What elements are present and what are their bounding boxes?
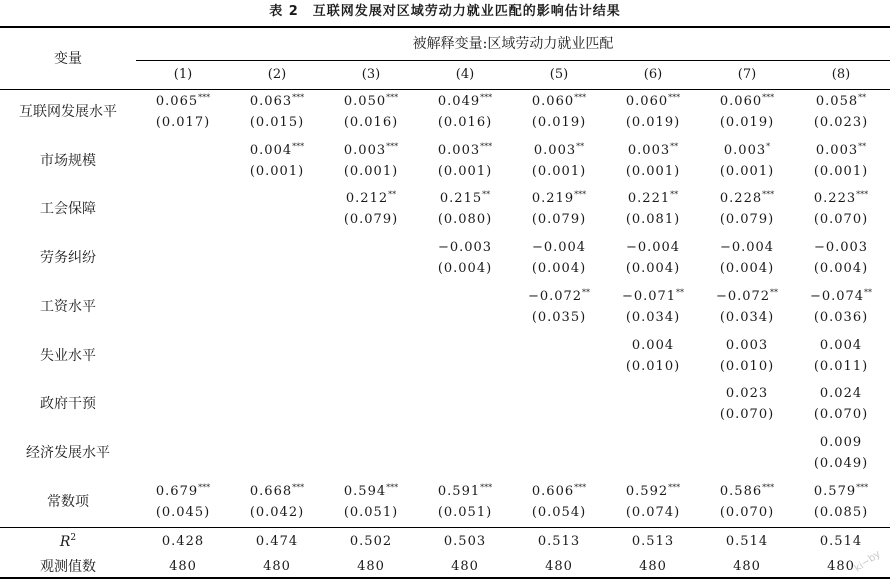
coefficient bbox=[700, 482, 794, 502]
row-label: 常数项 bbox=[47, 493, 89, 510]
coefficient bbox=[700, 141, 794, 161]
coefficient bbox=[794, 482, 888, 502]
standard-error: (0.001) bbox=[719, 163, 775, 179]
coefficient bbox=[230, 482, 324, 502]
coefficient bbox=[324, 92, 418, 112]
significance-stars: *** bbox=[480, 141, 493, 151]
coefficient-value: 0.606 bbox=[531, 483, 575, 499]
coefficient bbox=[230, 141, 324, 161]
coefficient-value: 0.050 bbox=[343, 94, 387, 109]
stat-value: 0.428 bbox=[161, 534, 205, 549]
coefficient bbox=[794, 336, 888, 356]
coefficient-value: −0.074 bbox=[809, 288, 865, 304]
standard-error: (0.070) bbox=[719, 504, 775, 520]
coefficient-value: 0.003 bbox=[815, 142, 859, 158]
significance-stars: *** bbox=[856, 482, 869, 492]
stat-value: 0.503 bbox=[443, 534, 487, 549]
standard-error: (0.001) bbox=[343, 163, 399, 179]
coefficient-value: 0.063 bbox=[249, 94, 293, 109]
stat-label-text: R bbox=[59, 534, 71, 550]
row-label: 经济发展水平 bbox=[26, 444, 110, 461]
standard-error: (0.074) bbox=[625, 504, 681, 520]
coefficient-value: 0.668 bbox=[249, 483, 293, 499]
stat-label-superscript: 2 bbox=[70, 533, 77, 543]
coefficient bbox=[418, 238, 512, 258]
significance-stars: *** bbox=[762, 190, 775, 200]
coefficient bbox=[794, 189, 888, 209]
standard-error: (0.054) bbox=[531, 504, 587, 520]
significance-stars: ** bbox=[482, 190, 491, 200]
significance-stars: *** bbox=[762, 93, 775, 102]
significance-stars: ** bbox=[576, 141, 585, 151]
significance-stars: *** bbox=[574, 93, 587, 102]
standard-error: (0.019) bbox=[625, 115, 681, 130]
row-label: 劳务纠纷 bbox=[40, 250, 96, 267]
significance-stars: *** bbox=[292, 482, 305, 492]
coefficient-value: −0.072 bbox=[527, 288, 583, 304]
coefficient bbox=[418, 92, 512, 112]
standard-error: (0.015) bbox=[249, 115, 305, 130]
standard-error: (0.010) bbox=[719, 358, 775, 374]
row-label: 失业水平 bbox=[40, 347, 96, 364]
column-number: (2) bbox=[267, 67, 287, 82]
row-label: 工会保障 bbox=[40, 201, 96, 218]
stat-value: 0.513 bbox=[631, 534, 675, 549]
standard-error: (0.080) bbox=[437, 212, 493, 228]
significance-stars: *** bbox=[574, 190, 587, 200]
standard-error: (0.045) bbox=[155, 504, 211, 520]
coefficient-value: 0.003 bbox=[723, 142, 767, 158]
header-divider bbox=[136, 60, 890, 61]
watermark: ki~by bbox=[852, 548, 883, 575]
coefficient-value: 0.003 bbox=[437, 142, 481, 158]
significance-stars: *** bbox=[480, 93, 493, 102]
coefficient bbox=[512, 141, 606, 161]
significance-stars: *** bbox=[668, 93, 681, 102]
coefficient bbox=[606, 189, 700, 209]
coefficient-value: 0.060 bbox=[531, 94, 575, 109]
stats-divider bbox=[0, 527, 890, 528]
coefficient bbox=[324, 141, 418, 161]
standard-error: (0.070) bbox=[719, 407, 775, 423]
coefficient bbox=[700, 92, 794, 112]
standard-error: (0.016) bbox=[437, 115, 493, 130]
standard-error: (0.004) bbox=[531, 261, 587, 277]
significance-stars: *** bbox=[386, 93, 399, 102]
standard-error: (0.079) bbox=[343, 212, 399, 228]
standard-error: (0.019) bbox=[531, 115, 587, 130]
standard-error: (0.019) bbox=[719, 115, 775, 130]
coefficient-value: 0.003 bbox=[343, 142, 387, 158]
coefficient-value: 0.679 bbox=[155, 483, 199, 499]
coefficient bbox=[700, 238, 794, 258]
coefficient-value: 0.004 bbox=[631, 337, 675, 353]
coefficient bbox=[606, 141, 700, 161]
significance-stars: *** bbox=[668, 482, 681, 492]
stat-label bbox=[0, 531, 136, 553]
standard-error: (0.081) bbox=[625, 212, 681, 228]
coefficient bbox=[606, 238, 700, 258]
coefficient bbox=[606, 336, 700, 356]
standard-error: (0.079) bbox=[719, 212, 775, 228]
stat-value: 480 bbox=[545, 559, 573, 574]
stat-value: 480 bbox=[357, 559, 385, 574]
coefficient bbox=[700, 287, 794, 307]
column-number: (5) bbox=[549, 67, 569, 82]
significance-stars: *** bbox=[198, 482, 211, 492]
coefficient-value: −0.003 bbox=[813, 240, 869, 256]
significance-stars: ** bbox=[676, 287, 685, 297]
coefficient bbox=[794, 141, 888, 161]
coefficient-value: 0.594 bbox=[343, 483, 387, 499]
significance-stars: *** bbox=[480, 482, 493, 492]
standard-error: (0.085) bbox=[813, 504, 869, 520]
coefficient-value: −0.004 bbox=[719, 240, 775, 256]
coefficient-value: 0.003 bbox=[533, 142, 577, 158]
standard-error: (0.042) bbox=[249, 504, 305, 520]
significance-stars: *** bbox=[292, 93, 305, 102]
coefficient-value: 0.023 bbox=[725, 386, 769, 402]
coefficient-value: 0.228 bbox=[719, 191, 763, 207]
coefficient-value: 0.003 bbox=[725, 337, 769, 353]
standard-error: (0.034) bbox=[719, 309, 775, 325]
coefficient bbox=[136, 482, 230, 502]
coefficient bbox=[512, 92, 606, 112]
standard-error: (0.051) bbox=[437, 504, 493, 520]
row-label: 市场规模 bbox=[40, 152, 96, 169]
row-label: 工资水平 bbox=[40, 298, 96, 315]
coefficient bbox=[700, 336, 794, 356]
standard-error: (0.034) bbox=[625, 309, 681, 325]
stat-value: 0.513 bbox=[537, 534, 581, 549]
column-number: (1) bbox=[173, 67, 193, 82]
coefficient bbox=[606, 287, 700, 307]
significance-stars: ** bbox=[670, 190, 679, 200]
coefficient-value: 0.060 bbox=[625, 94, 669, 109]
coefficient bbox=[512, 238, 606, 258]
standard-error: (0.017) bbox=[155, 115, 211, 130]
coefficient bbox=[794, 238, 888, 258]
coefficient-value: 0.586 bbox=[719, 483, 763, 499]
stat-value: 480 bbox=[639, 559, 667, 574]
significance-stars: *** bbox=[198, 93, 211, 102]
coefficient bbox=[794, 433, 888, 453]
significance-stars: ** bbox=[388, 190, 397, 200]
coefficient-value: −0.003 bbox=[437, 240, 493, 256]
coefficient bbox=[418, 141, 512, 161]
standard-error: (0.035) bbox=[531, 309, 587, 325]
standard-error: (0.001) bbox=[813, 163, 869, 179]
coefficient-value: 0.223 bbox=[813, 191, 857, 207]
coefficient bbox=[794, 92, 888, 112]
significance-stars: ** bbox=[582, 287, 591, 297]
stat-label bbox=[0, 556, 136, 578]
stat-value: 480 bbox=[733, 559, 761, 574]
coefficient bbox=[136, 92, 230, 112]
coefficient bbox=[324, 482, 418, 502]
standard-error: (0.079) bbox=[531, 212, 587, 228]
coefficient-value: 0.024 bbox=[819, 386, 863, 402]
stat-label-text: 观测值数 bbox=[40, 559, 96, 575]
standard-error: (0.004) bbox=[813, 261, 869, 277]
column-number: (4) bbox=[455, 67, 475, 82]
column-number: (7) bbox=[737, 67, 757, 82]
column-number: (8) bbox=[831, 67, 851, 82]
standard-error: (0.010) bbox=[625, 358, 681, 374]
stat-value: 0.502 bbox=[349, 534, 393, 549]
standard-error: (0.051) bbox=[343, 504, 399, 520]
standard-error: (0.004) bbox=[719, 261, 775, 277]
standard-error: (0.001) bbox=[437, 163, 493, 179]
significance-stars: *** bbox=[386, 141, 399, 151]
coefficient bbox=[794, 384, 888, 404]
table-title: 表 2 互联网发展对区域劳动力就业匹配的影响估计结果 bbox=[269, 4, 621, 19]
significance-stars: ** bbox=[770, 287, 779, 297]
coefficient-value: 0.215 bbox=[439, 191, 483, 207]
significance-stars: *** bbox=[574, 482, 587, 492]
significance-stars: ** bbox=[864, 287, 873, 297]
standard-error: (0.070) bbox=[813, 407, 869, 423]
coefficient bbox=[794, 287, 888, 307]
significance-stars: ** bbox=[858, 141, 867, 151]
coefficient-value: 0.004 bbox=[819, 337, 863, 353]
coefficient-value: 0.592 bbox=[625, 483, 669, 499]
coefficient bbox=[606, 482, 700, 502]
coefficient-value: −0.072 bbox=[715, 288, 771, 304]
column-number: (3) bbox=[361, 67, 381, 82]
significance-stars: *** bbox=[856, 190, 869, 200]
significance-stars: *** bbox=[386, 482, 399, 492]
stat-value: 480 bbox=[451, 559, 479, 574]
standard-error: (0.004) bbox=[437, 261, 493, 277]
standard-error: (0.070) bbox=[813, 212, 869, 228]
stat-value: 0.514 bbox=[819, 534, 863, 549]
standard-error: (0.036) bbox=[813, 309, 869, 325]
coefficient bbox=[512, 482, 606, 502]
significance-stars: * bbox=[766, 141, 771, 151]
stat-value: 480 bbox=[169, 559, 197, 574]
coefficient-value: 0.004 bbox=[249, 142, 293, 158]
coefficient-value: 0.065 bbox=[155, 94, 199, 109]
dependent-variable-header: 被解释变量:区域劳动力就业匹配 bbox=[412, 36, 614, 52]
coefficient-value: 0.009 bbox=[819, 434, 863, 450]
significance-stars: *** bbox=[292, 141, 305, 151]
standard-error: (0.001) bbox=[531, 163, 587, 179]
coefficient-value: −0.004 bbox=[531, 240, 587, 256]
header-bottom-rule bbox=[0, 89, 890, 90]
coefficient-value: 0.212 bbox=[345, 191, 389, 207]
coefficient-value: 0.060 bbox=[719, 94, 763, 109]
coefficient-value: 0.579 bbox=[813, 483, 857, 499]
significance-stars: ** bbox=[670, 141, 679, 151]
coefficient-value: −0.004 bbox=[625, 240, 681, 256]
coefficient-value: 0.058 bbox=[815, 94, 859, 109]
coefficient bbox=[230, 92, 324, 112]
row-label: 互联网发展水平 bbox=[19, 104, 117, 120]
coefficient-value: 0.003 bbox=[627, 142, 671, 158]
coefficient bbox=[512, 287, 606, 307]
standard-error: (0.004) bbox=[625, 261, 681, 277]
row-label: 政府干预 bbox=[40, 396, 96, 413]
stat-value: 0.514 bbox=[725, 534, 769, 549]
significance-stars: *** bbox=[762, 482, 775, 492]
coefficient-value: 0.219 bbox=[531, 191, 575, 207]
stat-value: 480 bbox=[827, 559, 855, 574]
standard-error: (0.011) bbox=[813, 358, 869, 374]
coefficient bbox=[606, 92, 700, 112]
coefficient-value: 0.049 bbox=[437, 94, 481, 109]
coefficient-value: 0.591 bbox=[437, 483, 481, 499]
standard-error: (0.001) bbox=[249, 163, 305, 179]
significance-stars: ** bbox=[858, 93, 867, 102]
stat-value: 480 bbox=[263, 559, 291, 574]
variable-header: 变量 bbox=[54, 51, 82, 67]
standard-error: (0.023) bbox=[813, 115, 869, 130]
coefficient bbox=[512, 189, 606, 209]
standard-error: (0.049) bbox=[813, 455, 869, 471]
coefficient-value: −0.071 bbox=[621, 288, 677, 304]
coefficient bbox=[418, 189, 512, 209]
column-number: (6) bbox=[643, 67, 663, 82]
standard-error: (0.001) bbox=[625, 163, 681, 179]
stat-value: 0.474 bbox=[255, 534, 299, 549]
coefficient bbox=[700, 189, 794, 209]
coefficient bbox=[700, 384, 794, 404]
coefficient bbox=[418, 482, 512, 502]
standard-error: (0.016) bbox=[343, 115, 399, 130]
coefficient-value: 0.221 bbox=[627, 191, 671, 207]
coefficient bbox=[324, 189, 418, 209]
